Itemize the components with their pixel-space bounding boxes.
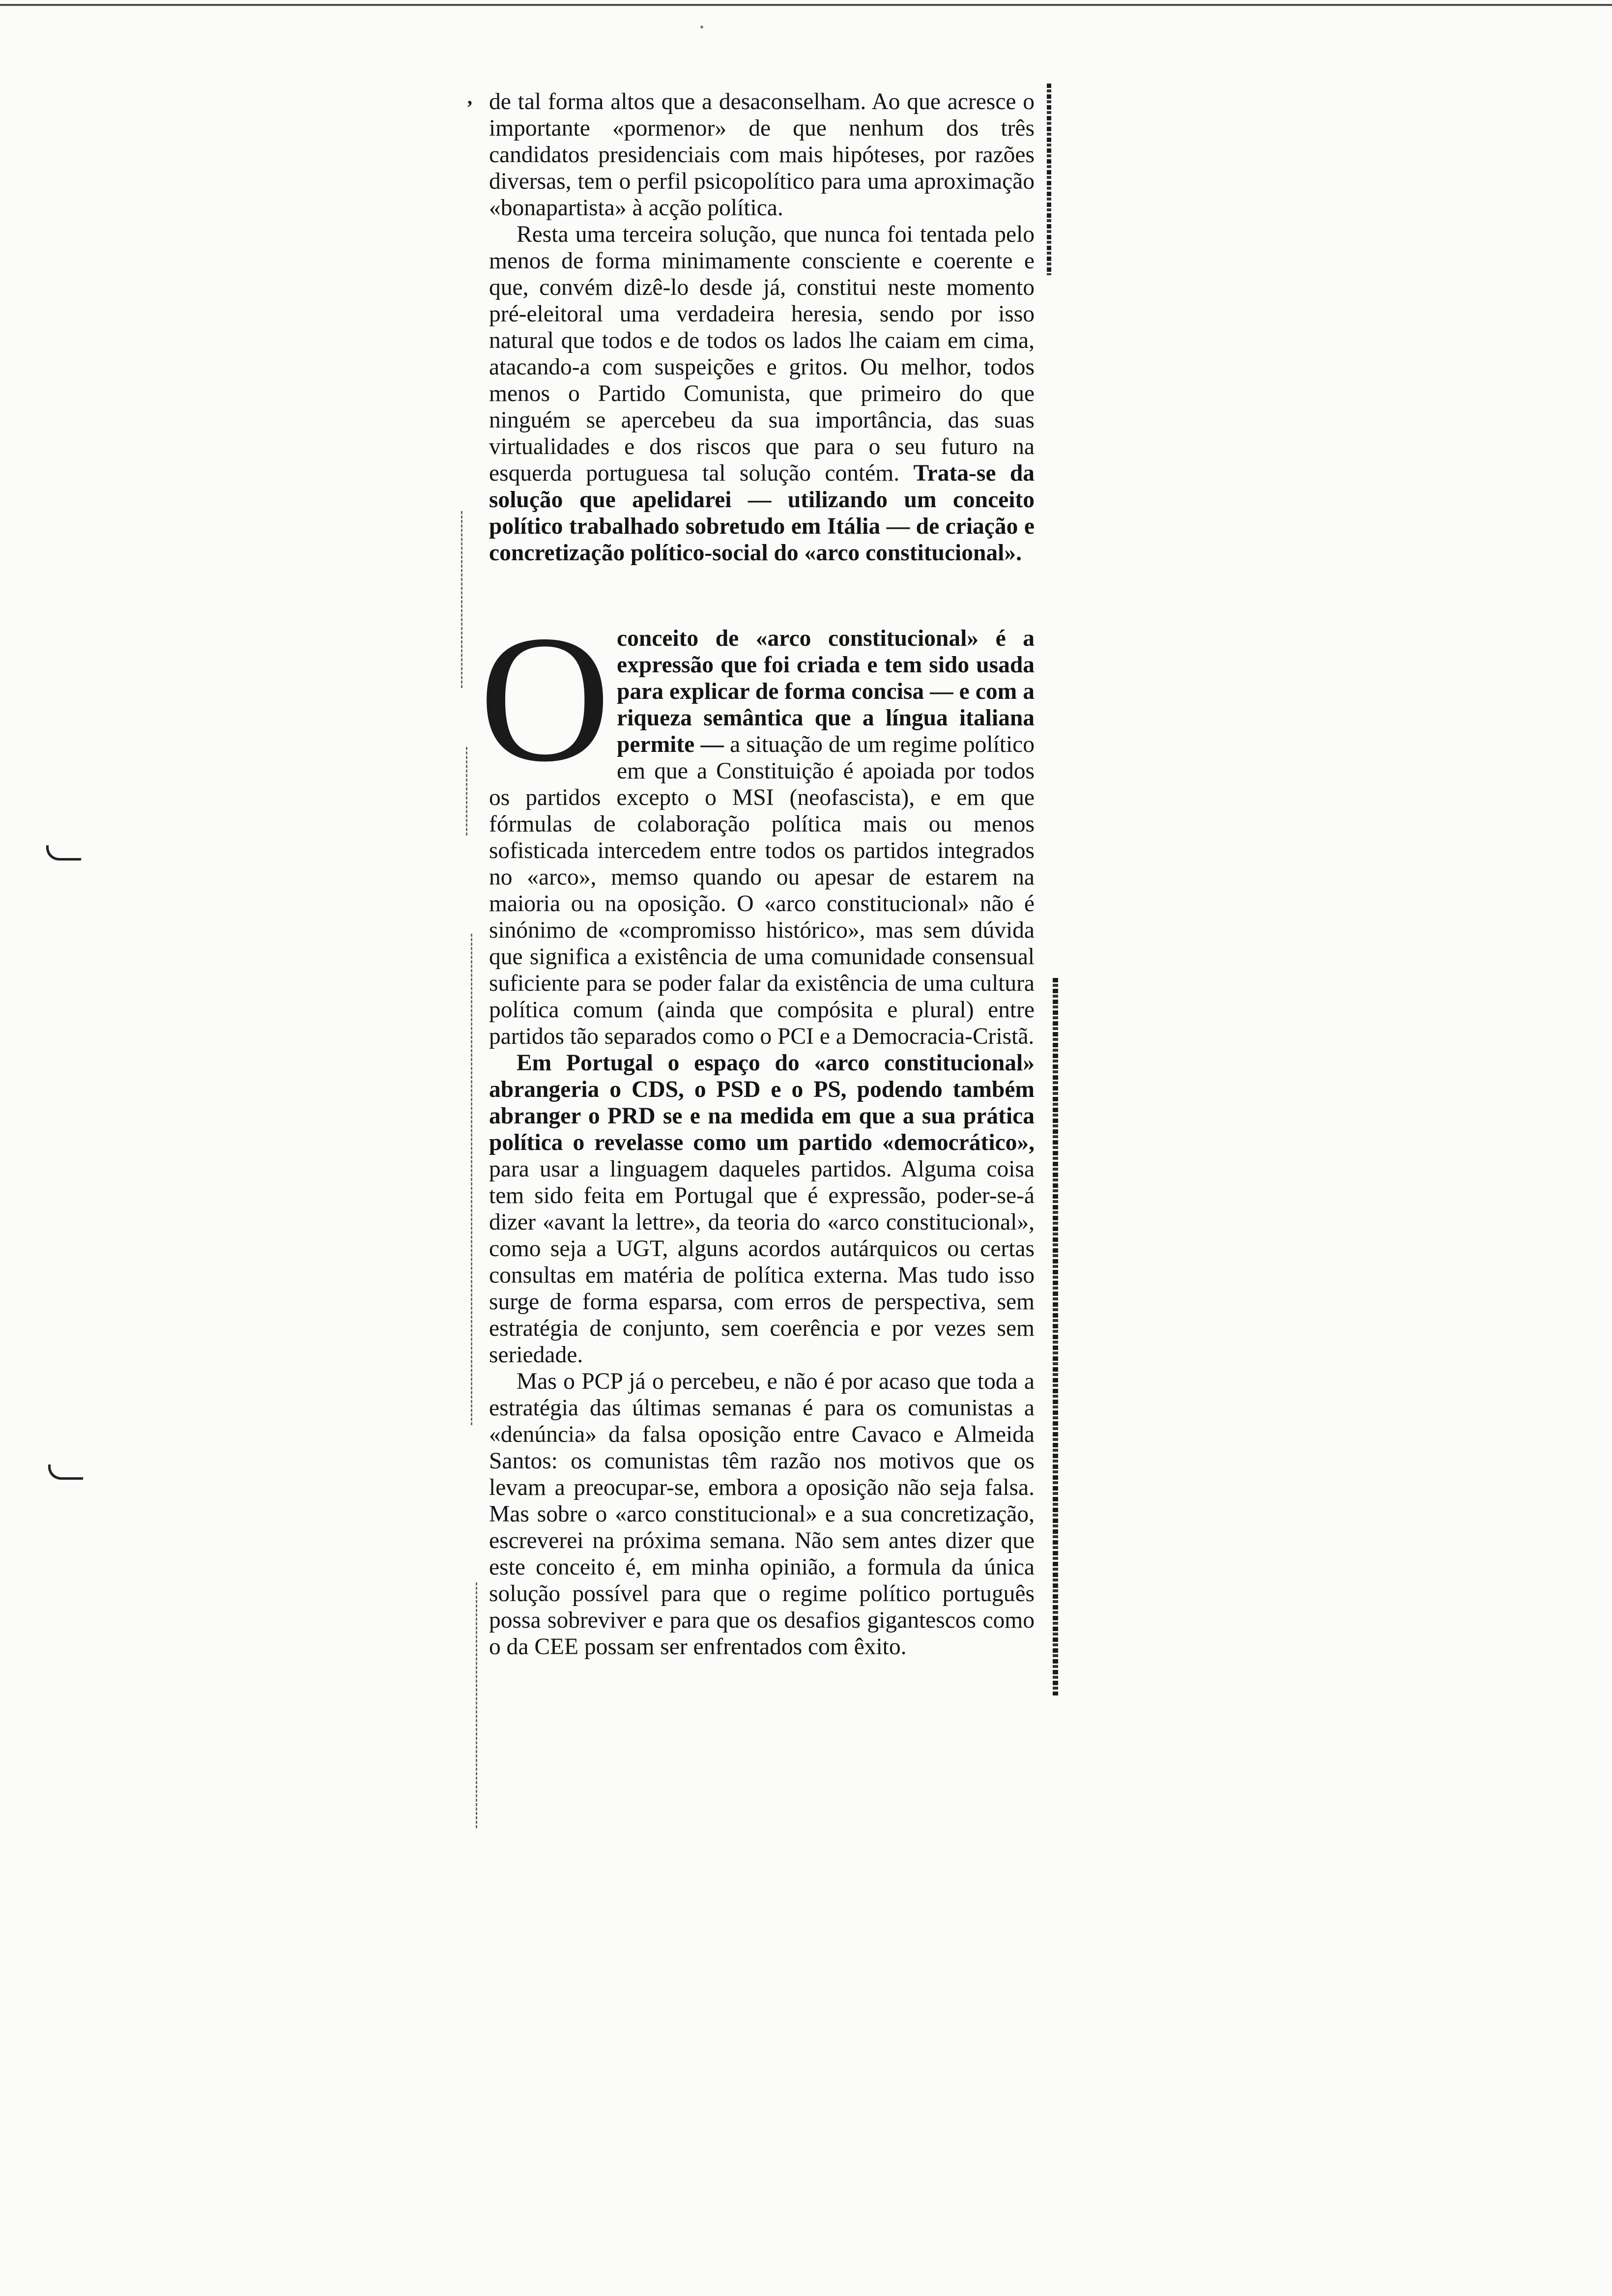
binder-hole-mark-top <box>44 845 83 861</box>
page-top-rule <box>0 4 1612 6</box>
column-rule-upper <box>461 511 462 688</box>
paragraph-pcp: Mas o PCP já o percebeu, e não é por acaso que toda a estratégia das últimas semanas é para os comunistas a «denúncia» da falsa oposição entre Cavaco e Almeida Santos: os comunistas têm razão nos motivos que os levam a preocupar-se, embora a oposição não seja falsa. Mas sobre o «arco constitucional» e a sua concretização, escreverei na próxima semana. Não sem antes dizer que este conceito é, em minha opinião, a formula da única solução possível para que o regime político português possa sobreviver e para que os desafios gigantescos como o da CEE possam ser enfrentados com êxito. <box>489 1369 1035 1660</box>
paragraph-arco-concept <box>479 598 1035 1050</box>
paragraph-third-solution <box>489 221 1035 566</box>
article-column <box>466 88 1035 1660</box>
column-rule-end <box>476 1582 477 1828</box>
paragraph-third-solution-text: Resta uma terceira solução, que nunca foi tentada pelo menos de forma minimamente consciente e coerente e que, convém dizê-lo desde já, constitui neste momento pré-eleitoral uma verdadeira heresia, sendo por isso natural que todos e de todos os lados lhe caiam em cima, atacando-a com suspeições e gritos. Ou melhor, todos menos o Partido Comunista, que primeiro do que ninguém se apercebeu da sua importância, das suas virtualidades e dos riscos que para o seu futuro na esquerda portuguesa tal solução contém. <box>489 222 1035 486</box>
paragraph-arco-concept-bold: conceito de «arco constitucional» é a expressão que foi criada e tem sido usada para explicar de forma concisa — e com a riqueza semântica que a língua italiana permite — <box>617 626 1035 757</box>
drop-cap-letter: O <box>479 598 611 800</box>
paragraph-portugal-text: para usar a linguagem daqueles partidos. Alguma coisa tem sido feita em Portugal que é expressão, poder-se-á dizer «avant la lettre», da teoria do «arco constitucional», como seja a UGT, alguns acordos autárquicos ou certas consultas em matéria de política externa. Mas tudo isso surge de forma esparsa, com erros de perspectiva, sem estratégia de conjunto, sem coerência e por vezes sem seriedade. <box>489 1156 1035 1368</box>
paragraph-tick-mark: ’ <box>466 96 473 118</box>
column-rule-middle <box>466 747 467 835</box>
paragraph-continuation: de tal forma altos que a desaconselham. Ao que acresce o importante «pormenor» de que nenhum dos três candidatos presidenciais com mais hipóteses, por razões diversas, tem o perfil psicopolítico para uma aproximação «bonapartista» à acção política. <box>489 89 1035 221</box>
paragraph-portugal-bold: Em Portugal o espaço do «arco constitucional» abrangeria o CDS, o PSD e o PS, podendo também abranger o PRD se e na medida em que a sua prática política o revelasse como um partido «democrático», <box>489 1050 1035 1155</box>
clipping-edge-bottom <box>1053 978 1058 1695</box>
column-rule-lower <box>471 934 472 1425</box>
scan-speck <box>700 26 703 29</box>
paragraph-portugal <box>489 1050 1035 1368</box>
clipping-edge-top <box>1047 84 1051 275</box>
binder-hole-mark-bottom <box>46 1464 85 1480</box>
paragraph-third-solution-bold: Trata-se da solução que apelidarei — utilizando um conceito político trabalhado sobretudo em Itália — de criação e concretização político-social do «arco constitucional». <box>489 460 1035 566</box>
paragraph-arco-concept-text: a situação de um regime político em que a Constituição é apoiada por todos os partidos excepto o MSI (neofascista), e em que fórmulas de colaboração política mais ou menos sofisticada intercedem entre todos os partidos integrados no «arco», memso quando ou apesar de estarem na maioria ou na oposição. O «arco constitucional» não é sinónimo de «compromisso histórico», mas sem dúvida que significa a existência de uma comunidade consensual suficiente para se poder falar da existência de uma cultura política comum (ainda que compósita e plural) entre partidos tão separados como o PCI e a Democracia-Cristã. <box>489 732 1035 1049</box>
